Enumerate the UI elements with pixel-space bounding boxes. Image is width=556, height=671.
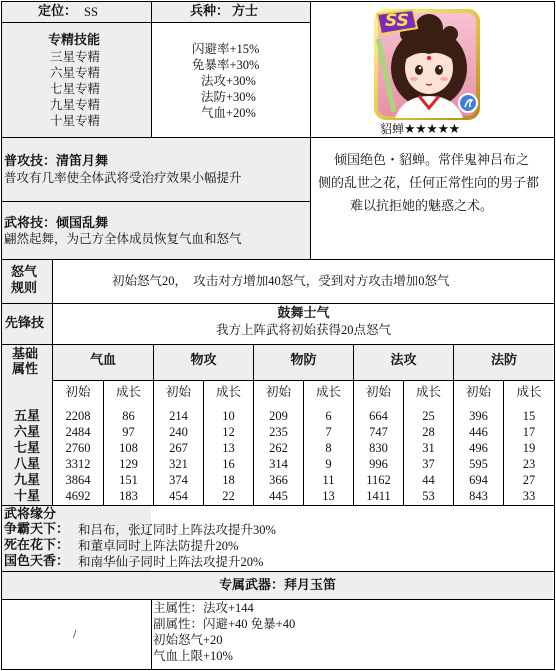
bio-line-2: 侧的乱世之花，任何正常性向的男子都 <box>318 175 540 190</box>
weapon-init-rage: 初始怒气+20 <box>153 633 223 647</box>
general-skill-desc: 翩然起舞，为己方全体成员恢复气血和怒气 <box>4 232 242 246</box>
fate-item-1-desc: 和吕布，张辽同时上阵法攻提升30% <box>78 523 276 537</box>
expertise-level-9: 九星专精 <box>50 98 101 112</box>
stats-cell: 996 <box>369 457 388 471</box>
stats-cell: 37 <box>422 457 435 471</box>
stats-cell: 2484 <box>65 425 91 439</box>
general-skill-title: 武将技：倾国乱舞 <box>4 216 109 231</box>
stats-cell: 3312 <box>65 457 91 471</box>
stats-cell: 28 <box>422 425 435 439</box>
stats-cell: 13 <box>222 441 235 455</box>
stats-cell: 33 <box>522 489 536 503</box>
fate-item-1-name: 争霸天下： <box>4 522 70 537</box>
stats-cell: 108 <box>119 441 138 455</box>
expertise-title: 专精技能 <box>48 33 101 48</box>
stats-cell: 17 <box>522 425 536 439</box>
stats-cell: 13 <box>322 489 335 503</box>
stats-cell: 396 <box>469 409 488 423</box>
hero-name: 貂蝉 <box>380 122 405 136</box>
stats-cell: 15 <box>522 409 536 423</box>
expertise-level-3: 三星专精 <box>50 50 101 64</box>
fate-item-3-name: 国色天香： <box>4 554 70 569</box>
stats-cell: 747 <box>369 425 388 439</box>
stats-cell: 445 <box>269 489 288 503</box>
stats-cell: 2760 <box>65 441 91 455</box>
sub-header-growth: 成长 <box>516 385 542 399</box>
stats-cell: 267 <box>169 441 188 455</box>
weapon-hp-cap: 气血上限+10% <box>153 649 233 663</box>
fate-item-3-desc: 和南华仙子同时上阵法攻提升20% <box>78 555 264 569</box>
sub-header-growth: 成长 <box>115 385 141 399</box>
stats-row-star-label: 八星 <box>14 457 41 472</box>
expertise-level-6: 六星专精 <box>50 66 101 80</box>
stats-cell: 151 <box>119 473 138 487</box>
stats-cell: 3864 <box>65 473 91 487</box>
stats-cell: 25 <box>422 409 435 423</box>
stats-cell: 595 <box>469 457 488 471</box>
stat-group-patk: 物攻 <box>190 353 217 368</box>
stats-cell: 366 <box>269 473 288 487</box>
bio-line-3: 难以抗拒她的魅惑之术。 <box>350 198 494 213</box>
normal-attack-desc: 普攻有几率使全体武将受治疗效果小幅提升 <box>4 171 242 185</box>
stats-cell: 664 <box>369 409 388 423</box>
stats-label-1: 基础 <box>12 347 39 362</box>
stats-cell: 1162 <box>366 473 391 487</box>
rage-label-1: 怒气 <box>11 265 38 280</box>
stats-cell: 10 <box>222 409 235 423</box>
stats-cell: 209 <box>269 409 288 423</box>
stats-cell: 18 <box>222 473 235 487</box>
sub-header-growth: 成长 <box>415 385 441 399</box>
stats-cell: 16 <box>222 457 235 471</box>
stats-cell: 694 <box>469 473 488 487</box>
expertise-bonus-3: 法攻+30% <box>201 74 256 88</box>
sub-header-initial: 初始 <box>265 385 291 399</box>
stats-cell: 183 <box>119 489 138 503</box>
rage-text: 初始怒气20， 攻击对方增加40怒气，受到对方攻击增加0怒气 <box>112 274 450 288</box>
weapon-sub-attr: 副属性：闪避+40 免暴+40 <box>153 617 296 631</box>
stats-cell: 830 <box>369 441 388 455</box>
vanguard-label: 先锋技 <box>5 316 45 331</box>
stat-group-mdef: 法防 <box>490 353 517 368</box>
troop-label: 兵种： <box>190 4 230 19</box>
stats-cell: 22 <box>222 489 235 503</box>
stats-cell: 214 <box>169 409 188 423</box>
stats-row-star-label: 九星 <box>14 473 41 488</box>
stats-cell: 44 <box>422 473 435 487</box>
stats-cell: 4692 <box>65 489 91 503</box>
stats-row-star-label: 六星 <box>14 425 41 440</box>
stats-cell: 53 <box>422 489 435 503</box>
stats-row-star-label: 五星 <box>14 409 41 424</box>
sub-header-initial: 初始 <box>165 385 191 399</box>
fate-item-2-name: 死在花下： <box>4 538 70 553</box>
sub-header-initial: 初始 <box>465 385 491 399</box>
stats-cell: 262 <box>269 441 288 455</box>
weapon-slash: / <box>73 627 77 641</box>
weapon-main-attr: 主属性：法攻+144 <box>153 601 254 615</box>
stats-cell: 321 <box>169 457 188 471</box>
stats-cell: 240 <box>169 425 188 439</box>
stats-cell: 12 <box>222 425 235 439</box>
stats-cell: 7 <box>325 425 332 439</box>
position-label: 定位： <box>38 4 78 19</box>
stat-group-pdef: 物防 <box>290 353 317 368</box>
stats-label-2: 属性 <box>12 362 39 377</box>
stats-cell: 374 <box>169 473 188 487</box>
stats-cell: 8 <box>325 441 332 455</box>
stats-cell: 235 <box>269 425 288 439</box>
stats-cell: 843 <box>469 489 488 503</box>
fate-item-2-desc: 和董卓同时上阵法防提升20% <box>78 539 239 553</box>
stats-cell: 97 <box>122 425 135 439</box>
expertise-bonus-5: 气血+20% <box>201 106 256 120</box>
stats-cell: 314 <box>269 457 288 471</box>
stats-cell: 19 <box>522 441 536 455</box>
stats-cell: 27 <box>522 473 536 487</box>
stats-cell: 2208 <box>65 409 91 423</box>
expertise-level-7: 七星专精 <box>50 82 101 96</box>
stats-cell: 11 <box>322 473 335 487</box>
hero-portrait <box>373 8 481 121</box>
stats-cell: 31 <box>422 441 435 455</box>
ss-badge <box>373 8 419 41</box>
stats-cell: 86 <box>122 409 135 423</box>
bio-line-1: 倾国绝色・貂蝉。常伴鬼神吕布之 <box>334 152 530 167</box>
troop-value: 方士 <box>232 4 259 19</box>
stat-group-hp: 气血 <box>89 353 116 368</box>
expertise-level-10: 十星专精 <box>50 114 101 128</box>
stats-row-star-label: 十星 <box>14 489 41 504</box>
sub-header-growth: 成长 <box>215 385 241 399</box>
stats-cell: 496 <box>469 441 488 455</box>
stat-group-matk: 法攻 <box>390 353 417 368</box>
normal-attack-bg <box>2 138 310 201</box>
hero-stars: ★★★★★ <box>404 121 460 136</box>
stats-cell: 9 <box>325 457 332 471</box>
position-value: SS <box>84 5 98 19</box>
sub-header-initial: 初始 <box>365 385 391 399</box>
stats-cell: 129 <box>119 457 138 471</box>
vanguard-title: 鼓舞士气 <box>277 306 330 321</box>
stats-cell: 23 <box>522 457 536 471</box>
stats-cell: 446 <box>469 425 488 439</box>
sub-header-initial: 初始 <box>65 385 91 399</box>
ss-badge-label: SS <box>385 11 409 31</box>
stats-row-star-label: 七星 <box>14 441 41 456</box>
rage-label-2: 规则 <box>11 281 38 296</box>
expertise-bonus-2: 免暴率+30% <box>192 58 260 72</box>
fate-title: 武将缘分 <box>4 507 57 522</box>
stats-cell: 1411 <box>366 489 391 503</box>
sub-header-growth: 成长 <box>315 385 341 399</box>
expertise-bonus-4: 法防+30% <box>201 90 256 104</box>
stats-cell: 454 <box>169 489 188 503</box>
normal-attack-title: 普攻技：清笛月舞 <box>4 154 109 169</box>
stats-cell: 6 <box>325 409 332 423</box>
weapon-title: 专属武器：拜月玉笛 <box>218 578 336 593</box>
expertise-bonus-1: 闪避率+15% <box>192 42 260 56</box>
vanguard-desc: 我方上阵武将初始获得20点怒气 <box>215 323 391 337</box>
